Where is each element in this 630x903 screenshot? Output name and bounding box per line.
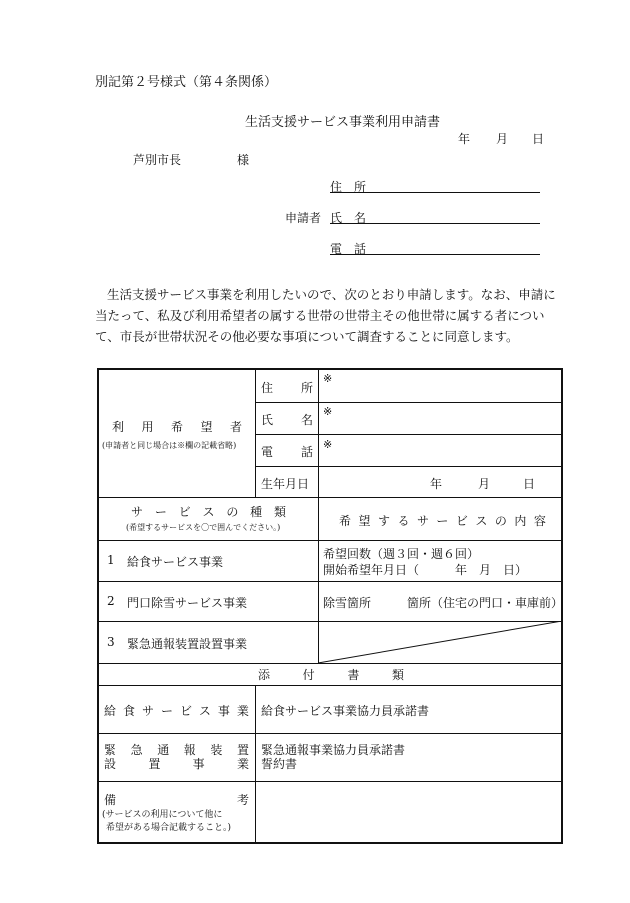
attachment-2-doc-2: 誓約書: [261, 757, 298, 771]
attachment-2-doc-1: 緊急通報事業協力員承諾書: [261, 743, 406, 757]
attachment-2-label-line1: 緊 急 通 報 装 置: [104, 743, 249, 757]
service-1-start-date: 開始希望年月日（ 年 月 日）: [323, 563, 528, 577]
service-type-header: サ ー ビ ス の 種 類: [131, 505, 286, 519]
date-day-label: 日: [532, 132, 545, 146]
service-1-no: 1: [107, 553, 115, 567]
user-note: (申請者と同じ場合は※欄の記載省略): [102, 441, 237, 450]
applicant-name-field[interactable]: [330, 223, 540, 224]
user-address-label: 住 所: [261, 381, 313, 395]
addressee-honorific: 様: [237, 153, 250, 167]
applicant-phone-label: 電 話: [330, 242, 367, 256]
service-3-name[interactable]: 緊急通報装置設置事業: [127, 637, 248, 651]
date-month-label: 月: [496, 132, 509, 146]
applicant-name-label: 氏 名: [330, 211, 367, 225]
service-2-location: 除雪箇所 箇所（住宅の門口・車庫前）: [323, 596, 564, 610]
not-applicable-diagonal: [318, 621, 562, 663]
consent-text: 生活支援サービス事業を利用したいので、次のとおり申請します。なお、申請に当たって、私及び利用希望者の属する世帯の世帯主その他世帯に属する者について、市長が世帯状況その他必要な事項について調査することに同意します。: [95, 287, 556, 344]
omit-mark: ※: [323, 405, 333, 418]
remarks-note-line1: (サービスの利用について他に: [102, 810, 223, 820]
applicant-phone-field[interactable]: [330, 254, 540, 255]
attachments-header: 添 付 書 類: [258, 668, 404, 682]
birth-month-label: 月: [478, 477, 491, 491]
applicant-address-label: 住 所: [330, 180, 367, 194]
service-3-no: 3: [107, 635, 115, 649]
user-label: 利 用 希 望 者: [112, 420, 242, 434]
remarks-field[interactable]: [256, 782, 561, 842]
date-year-label: 年: [458, 132, 471, 146]
birth-day-label: 日: [523, 477, 536, 491]
form-title: 生活支援サービス事業利用申請書: [245, 115, 441, 130]
omit-mark: ※: [323, 372, 333, 385]
service-1-name[interactable]: 給食サービス事業: [127, 555, 224, 569]
omit-mark: ※: [323, 438, 333, 451]
user-birthdate-label: 生年月日: [261, 477, 310, 491]
service-1-frequency: 希望回数（週３回・週６回）: [323, 547, 480, 561]
applicant-address-field[interactable]: [330, 192, 540, 193]
attachment-1-doc: 給食サービス事業協力員承諾書: [261, 704, 430, 718]
attachment-1-label: 給 食 サ ー ビ ス 事 業: [104, 704, 249, 718]
addressee-name: 芦別市長: [133, 153, 182, 167]
desired-content-header: 希 望 す る サ ー ビ ス の 内 容: [339, 514, 546, 528]
service-2-name[interactable]: 門口除雪サービス事業: [127, 596, 248, 610]
service-2-no: 2: [107, 594, 115, 608]
form-number: 別記第２号様式（第４条関係）: [95, 75, 278, 90]
remarks-note-line2: 希望がある場合記載すること。): [106, 823, 232, 833]
remarks-label: 備 考: [104, 793, 249, 807]
birth-year-label: 年: [430, 477, 443, 491]
attachment-2-label-line2: 設 置 事 業: [104, 757, 249, 771]
user-phone-label: 電 話: [261, 445, 313, 459]
service-type-note: (希望するサービスを〇で囲んでください。): [126, 523, 281, 532]
user-name-label: 氏 名: [261, 413, 313, 427]
applicant-label: 申請者: [285, 211, 322, 225]
